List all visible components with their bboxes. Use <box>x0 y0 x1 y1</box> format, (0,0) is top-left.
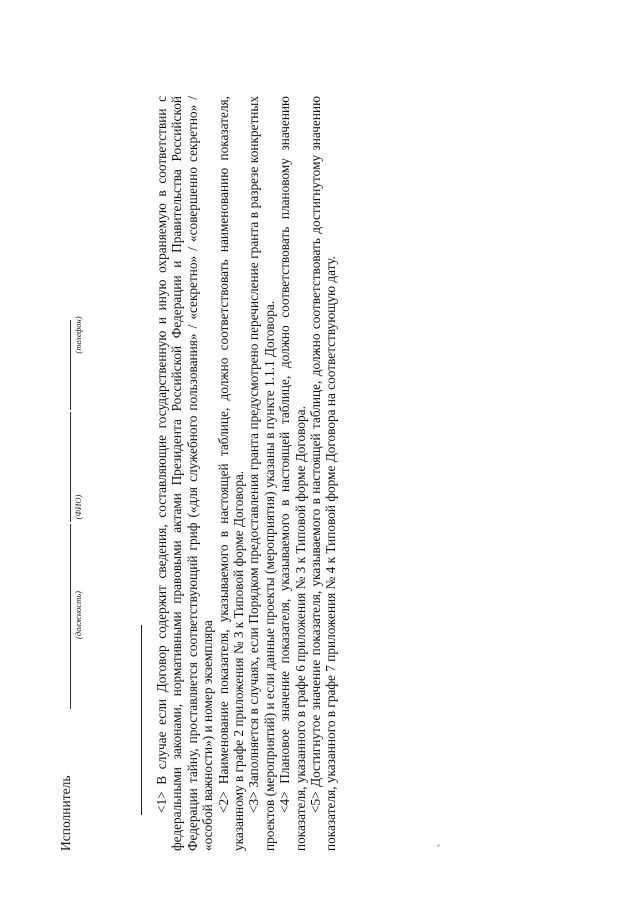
name-caption: (ФИО) <box>73 494 83 520</box>
phone-signature-line <box>70 320 71 410</box>
footnotes-block <box>154 96 339 851</box>
footnote-separator <box>141 625 142 815</box>
scan-speck <box>437 844 440 846</box>
position-signature-line <box>70 524 71 709</box>
name-signature-line <box>70 412 71 522</box>
footnote-3: <3> Заполняется в случаях, если Порядком предоставления гранта предусмотрено перечисление гранта в разрезе конкретных проектов (мероприятий) и если данные проекты (мероприятия) указаны в пункте 1.1.1 Договора. <box>246 96 277 851</box>
phone-caption: (телефон) <box>73 316 83 354</box>
position-caption: (должность) <box>73 591 83 639</box>
footnote-1: <1> В случае если Договор содержит сведения, составляющие государственную и иную охраняемую в соответствии с федеральными законами, нормативными правовыми актами Президента Российской Федерации и Правительства Российской Федерации тайну, проставляется соответствующий гриф («для служебного пользования» / «секретно» / «совершенно секретно» / «особой важности») и номер экземпляра <box>154 96 216 851</box>
footnote-4: <4> Плановое значение показателя, указываемого в настоящей таблице, должно соответствовать плановому значению показателя, указанного в графе 6 приложения № 3 к Типовой форме Договора. <box>277 96 308 851</box>
footnote-5: <5> Достигнутое значение показателя, указываемого в настоящей таблице, должно соответствовать достигнутому значению показателя, указанного в графе 7 приложения № 4 к Типовой форме Договора на соответствующую дату. <box>308 96 339 851</box>
footnote-2: <2> Наименование показателя, указываемого в настоящей таблице, должно соответствовать наименованию показателя, указанному в графе 2 приложения № 3 к Типовой форме Договора. <box>215 96 247 851</box>
executor-label: Исполнитель <box>58 775 73 851</box>
